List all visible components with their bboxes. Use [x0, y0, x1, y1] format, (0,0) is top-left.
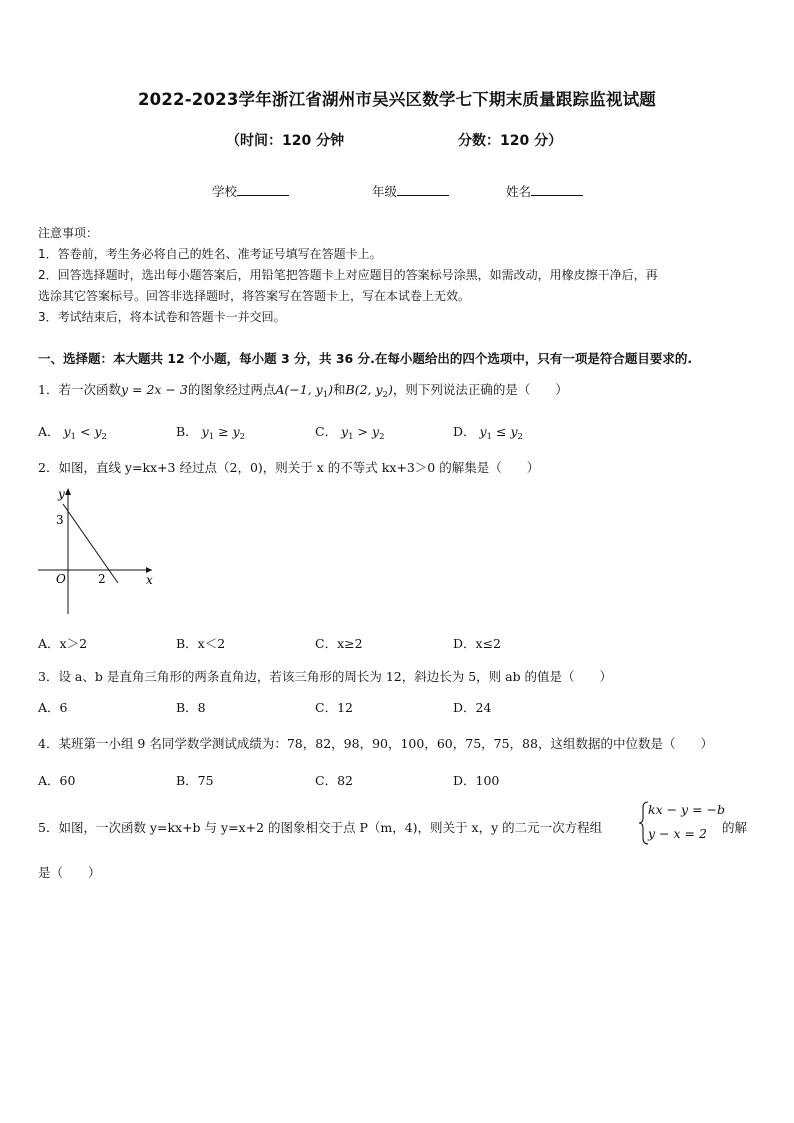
q3-option-c[interactable]: C．12	[315, 700, 353, 715]
question-5: 5．如图，一次函数 y=kx+b 与 y=x+2 的图象相交于点 P（m，4)，则关于 x，y 的二元一次方程组	[38, 820, 603, 835]
grade-blank	[397, 183, 449, 196]
notes-heading: 注意事项：	[38, 226, 99, 240]
school-blank	[237, 183, 289, 196]
name-label: 姓名	[506, 184, 532, 199]
q3-option-a[interactable]: A．6	[38, 700, 68, 715]
q4-option-c[interactable]: C．82	[315, 773, 353, 788]
equation-1: kx − y = −b	[648, 802, 726, 817]
q1-option-c[interactable]: C． $y_1 > y_2$	[315, 424, 385, 442]
y-axis-label: y	[58, 487, 65, 501]
q2-option-c[interactable]: C．x≥2	[315, 636, 363, 651]
q3-option-d[interactable]: D．24	[453, 700, 492, 715]
grade-field	[372, 182, 449, 200]
q1-point-a: A(−1, $y_1$)	[275, 382, 333, 400]
name-field	[506, 182, 583, 200]
x-intercept-label: 2	[98, 572, 106, 586]
y-axis-arrow	[65, 488, 71, 495]
grade-label: 年级	[372, 184, 398, 199]
question-3: 3．设 a、b 是直角三角形的两条直角边，若该三角形的周长为 12，斜边长为 5，则 ab 的值是（ ）	[38, 669, 613, 684]
question-5-cont: 是（ ）	[38, 865, 101, 880]
graph-line	[63, 504, 118, 583]
q4-option-b[interactable]: B．75	[176, 773, 214, 788]
note-item: 3．考试结束后，将本试卷和答题卡一并交回。	[38, 310, 286, 324]
y-intercept-label: 3	[56, 513, 64, 527]
exam-time: （时间：120 分钟	[226, 133, 345, 149]
q1-option-d[interactable]: D． $y_1 \le y_2$	[453, 424, 523, 442]
question-4: 4．某班第一小组 9 名同学数学测试成绩为：78，82，98，90，100，60，75，75，88，这组数据的中位数是（ ）	[38, 736, 713, 751]
q1-option-b[interactable]: B． $y_1 \ge y_2$	[176, 424, 246, 442]
exam-score: 分数：120 分）	[458, 133, 563, 149]
name-blank	[531, 183, 583, 196]
q4-option-d[interactable]: D．100	[453, 773, 500, 788]
q1-option-a[interactable]: A． $y_1 < y_2$	[38, 424, 107, 442]
note-item: 1．答卷前，考生务必将自己的姓名、准考证号填写在答题卡上。	[38, 247, 382, 261]
q2-option-d[interactable]: D．x≤2	[453, 636, 501, 651]
q2-option-a[interactable]: A．x＞2	[38, 636, 88, 651]
question-1: 1．若一次函数y = 2x − 3的图象经过两点A(−1, $y_1$)和B(2, $y_2$)，则下列说法正确的是（ ）	[38, 382, 568, 400]
q4-option-a[interactable]: A．60	[38, 773, 76, 788]
section-heading: 一、选择题：本大题共 12 个小题，每小题 3 分，共 36 分.在每小题给出的四个选项中，只有一项是符合题目要求的.	[38, 351, 693, 366]
q3-option-b[interactable]: B．8	[176, 700, 206, 715]
school-label: 学校	[212, 184, 238, 199]
page-title: 2022-2023学年浙江省湖州市吴兴区数学七下期末质量跟踪监视试题	[138, 90, 656, 109]
question-5-tail: 的解	[722, 820, 748, 835]
question-2: 2．如图，直线 y=kx+3 经过点（2，0)，则关于 x 的不等式 kx+3＞0 的解集是（ ）	[38, 460, 540, 475]
x-axis-label: x	[146, 573, 153, 587]
q1-function: y = 2x − 3	[120, 382, 188, 397]
q2-option-b[interactable]: B．x＜2	[176, 636, 226, 651]
equation-2: y − x = 2	[648, 826, 707, 841]
note-item: 选涂其它答案标号。回答非选择题时，将答案写在答题卡上，写在本试卷上无效。	[38, 289, 471, 303]
q1-point-b: B(2, $y_2$)	[345, 382, 393, 400]
origin-label: O	[56, 572, 66, 586]
note-item: 2．回答选择题时，选出每小题答案后，用铅笔把答题卡上对应题目的答案标号涂黑，如需改动，用橡皮擦干净后，再	[38, 268, 658, 282]
school-field	[212, 182, 289, 200]
q2-graph	[34, 484, 164, 618]
